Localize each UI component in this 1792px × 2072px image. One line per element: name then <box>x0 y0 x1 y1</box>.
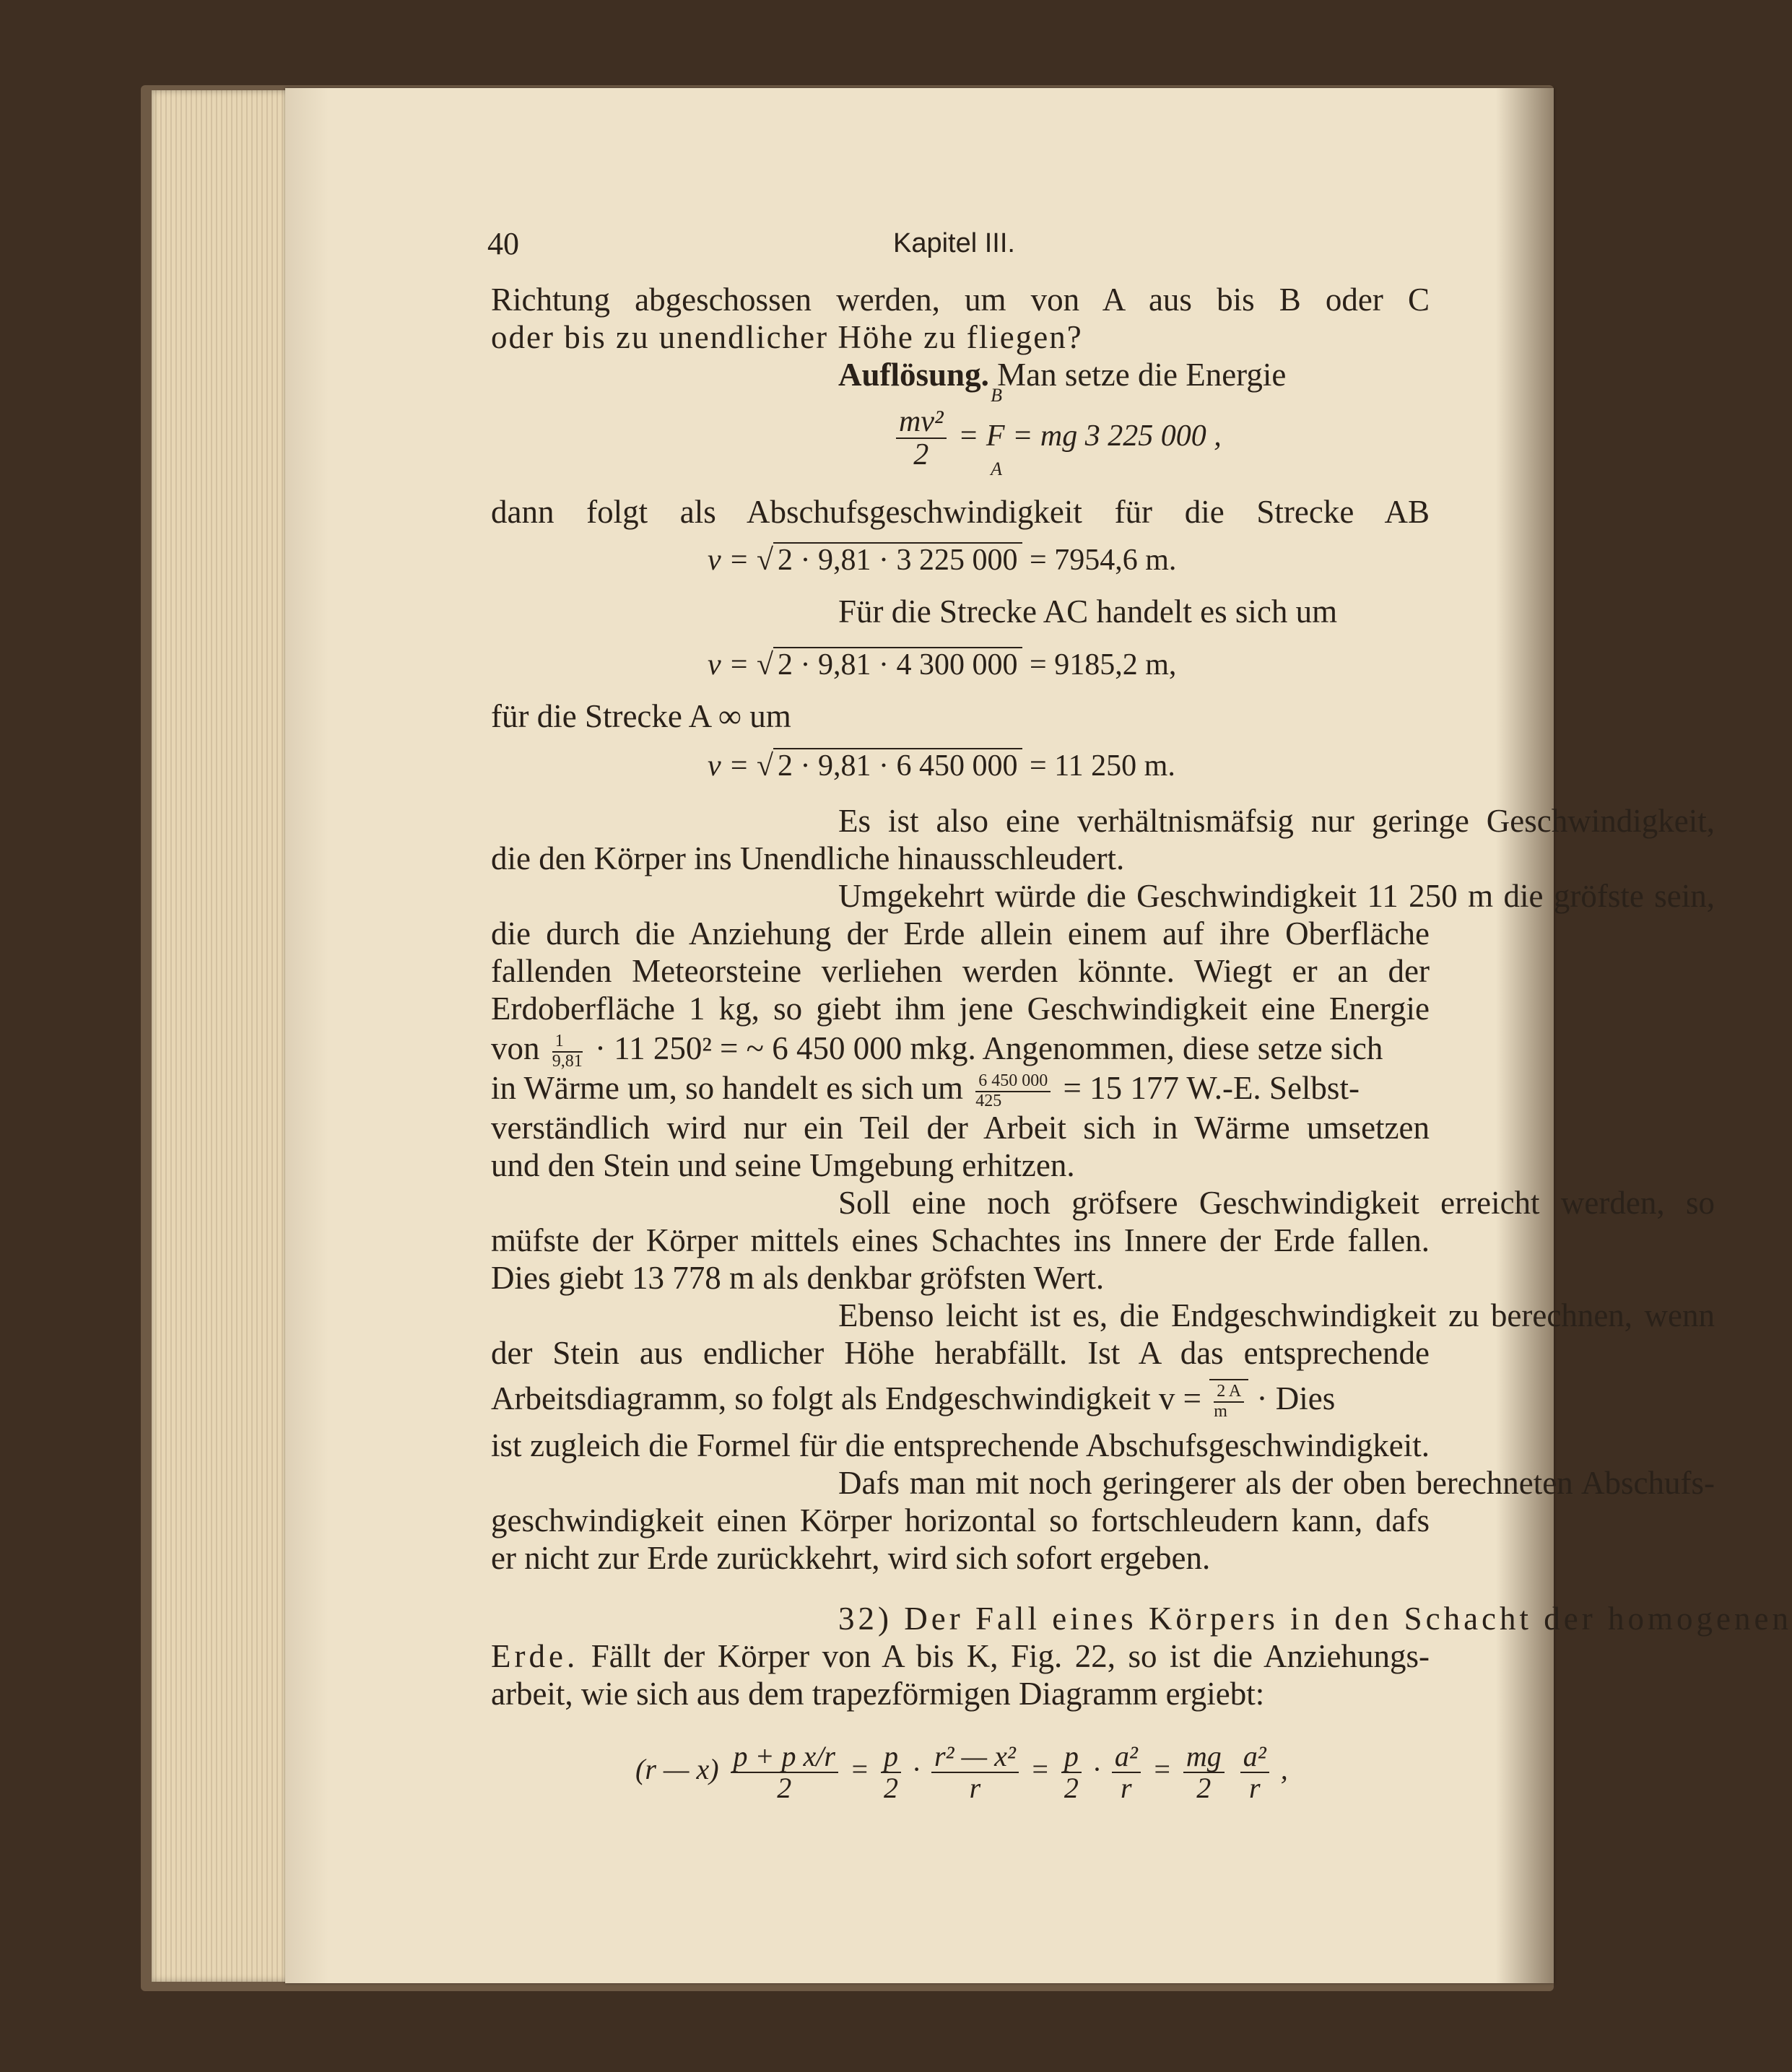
text-line: Dafs man mit noch geringerer als der oben berechneten Abschufs- <box>838 1465 1715 1501</box>
text-line: für die Strecke A ∞ um <box>491 698 791 734</box>
text-line: von $\frac{1}{9,81}$ · 11 250² = ~ 6 450 000 mkg. Angenommen, diese setze sich <box>491 1030 1383 1071</box>
text-line: ist zugleich die Formel für die entsprechende Abschufsgeschwindigkeit. <box>491 1427 1430 1463</box>
text-line: dann folgt als Abschufsgeschwindigkeit für die Strecke AB <box>491 494 1430 530</box>
running-title: Kapitel III. <box>893 228 1015 258</box>
text-line: Für die Strecke AC handelt es sich um <box>838 593 1338 630</box>
text-line: oder bis zu unendlicher Höhe zu fliegen? <box>491 319 1083 355</box>
equation-v-ainf: v = √ 2 · 9,81 · 6 450 000 = 11 250 m. <box>708 749 1175 783</box>
book-page <box>285 88 1792 1983</box>
text-line: müfste der Körper mittels eines Schachtes ins Innere der Erde fallen. <box>491 1222 1430 1258</box>
text-line: die durch die Anziehung der Erde allein einem auf ihre Oberfläche <box>491 915 1430 952</box>
text-line: Es ist also eine verhältnismäfsig nur geringe Geschwindigkeit, <box>838 803 1715 839</box>
text-line: Erde. Fällt der Körper von A bis K, Fig. 22, so ist die Anziehungs- <box>491 1638 1430 1674</box>
text-line: geschwindigkeit einen Körper horizontal so fortschleudern kann, dafs <box>491 1502 1430 1538</box>
text-line: verständlich wird nur ein Teil der Arbeit sich in Wärme umsetzen <box>491 1110 1430 1146</box>
text-line: Erdoberfläche 1 kg, so giebt ihm jene Geschwindigkeit eine Energie <box>491 991 1430 1027</box>
text-line: in Wärme um, so handelt es sich um $\frac{6 450 000}{425}$ = 15 177 W.-E. Selbst- <box>491 1070 1360 1110</box>
text-line: Richtung abgeschossen werden, um von A aus bis B oder C <box>491 282 1430 318</box>
text-line: Arbeitsdiagramm, so folgt als Endgeschwindigkeit v = $\frac{2 A}{m}$ · Dies <box>491 1380 1336 1421</box>
section-heading-32: 32) Der Fall eines Körpers in den Schacht der homogenen <box>838 1601 1792 1637</box>
text-line: Ebenso leicht ist es, die Endgeschwindigkeit zu berechnen, wenn <box>838 1297 1715 1333</box>
text-line: die den Körper ins Unendliche hinausschleudert. <box>491 840 1125 876</box>
text-line: Soll eine noch gröfsere Geschwindigkeit erreicht werden, so <box>838 1185 1715 1221</box>
equation-energy: $\frac{\text{mv²}}{2}$ B A = F = mg 3 225 000 , <box>892 406 1222 471</box>
heading-aufloesung: Auflösung. <box>838 357 989 393</box>
text-line: und den Stein und seine Umgebung erhitzen. <box>491 1147 1075 1183</box>
text-line: Umgekehrt würde die Geschwindigkeit 11 250 m die gröfste sein, <box>838 878 1715 914</box>
text-line: Dies giebt 13 778 m als denkbar gröfsten Wert. <box>491 1260 1105 1296</box>
text-line: er nicht zur Erde zurückkehrt, wird sich sofort ergeben. <box>491 1540 1211 1576</box>
equation-work: (r — x) $\frac{\text{p + p x/r}}{2}$ = $\frac{p}{2}$ · $\frac{\text{r² — x²}}{r}$ = $\frac{p}{2}$ · $\frac{\text{a²}}{r}$ = $\frac{mg}{2}$ $\frac{\text{a²}}{r}$ , <box>635 1740 1288 1804</box>
text-line: der Stein aus endlicher Höhe herabfällt. Ist A das entsprechende <box>491 1335 1430 1371</box>
page-edges <box>152 90 296 1982</box>
page-number: 40 <box>487 226 519 261</box>
equation-v-ac: v = √ 2 · 9,81 · 4 300 000 = 9185,2 m, <box>708 648 1177 682</box>
text-line: fallenden Meteorsteine verliehen werden könnte. Wiegt er an der <box>491 953 1430 989</box>
text-line: arbeit, wie sich aus dem trapezförmigen Diagramm ergiebt: <box>491 1676 1265 1712</box>
text-line: Auflösung. Man setze die Energie <box>838 357 1287 393</box>
equation-v-ab: v = √ 2 · 9,81 · 3 225 000 = 7954,6 m. <box>708 544 1177 577</box>
